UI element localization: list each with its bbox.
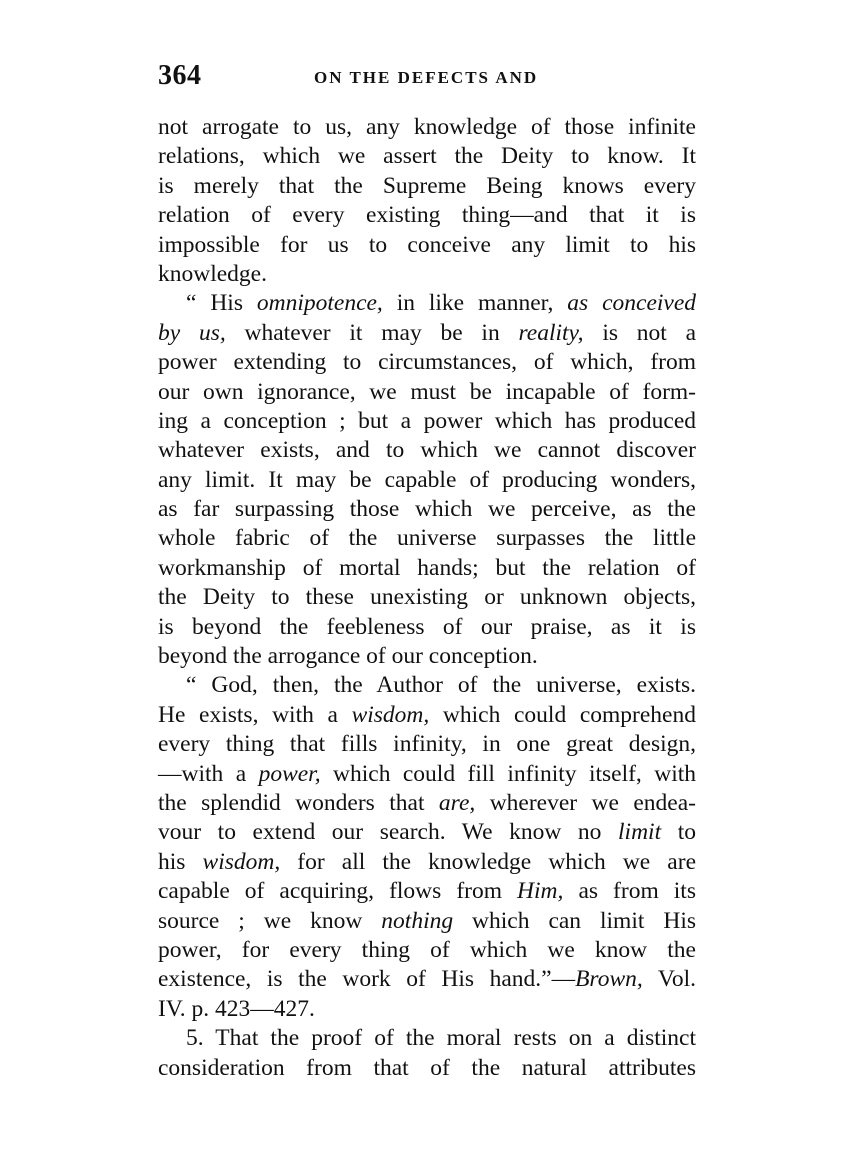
text-segment: our own ignorance, we must be incapable of form- — [158, 378, 696, 405]
italic-text: by us, — [158, 319, 226, 346]
text-line — [158, 642, 696, 671]
italic-text: are, — [438, 789, 476, 816]
text-segment: any limit. It may be capable of producing wonders, — [158, 466, 696, 493]
text-segment: to — [661, 819, 697, 846]
text-line — [158, 172, 696, 201]
text-segment: vour to extend our search. We know no — [158, 819, 619, 846]
text-line — [158, 877, 696, 906]
text-segment: workmanship of mortal hands; but the relation of — [158, 554, 696, 581]
text-line — [158, 260, 696, 289]
italic-text: Brown, — [575, 966, 643, 993]
text-segment: impossible for us to conceive any limit to his — [158, 231, 696, 258]
text-line — [158, 671, 696, 700]
text-segment: capable of acquiring, flows from — [158, 878, 518, 905]
text-line — [158, 436, 696, 465]
text-segment: “ God, then, the Author of the universe, exists. — [186, 672, 696, 699]
text-line — [158, 466, 696, 495]
text-segment: knowledge. — [158, 260, 267, 287]
text-segment: existence, is the work of His hand.”— — [158, 966, 576, 993]
text-line — [158, 701, 696, 730]
text-segment: power, for every thing of which we know the — [158, 936, 696, 963]
italic-text: nothing — [381, 907, 454, 934]
italic-text: limit — [618, 819, 662, 846]
text-segment: 5. That the proof of the moral rests on a distinct — [186, 1025, 696, 1052]
text-segment: source ; we know — [158, 907, 382, 934]
text-segment: is merely that the Supreme Being knows every — [158, 172, 696, 199]
text-line — [158, 201, 696, 230]
text-line — [158, 730, 696, 759]
text-segment: the splendid wonders that — [158, 789, 439, 816]
text-segment: “ His — [186, 290, 257, 317]
text-line — [158, 378, 696, 407]
text-segment: the Deity to these unexisting or unknown objects, — [158, 584, 696, 611]
text-segment: power extending to circumstances, of which, from — [158, 349, 696, 376]
text-segment: as far surpassing those which we perceive, as the — [158, 496, 696, 523]
text-line — [158, 848, 696, 877]
text-segment: beyond the arrogance of our conception. — [158, 643, 538, 670]
text-segment: IV. p. 423—427. — [158, 995, 315, 1022]
text-segment: Vol. — [642, 966, 697, 993]
text-line — [158, 142, 696, 171]
text-line — [158, 907, 696, 936]
italic-text: wisdom, — [202, 848, 281, 875]
text-line — [158, 965, 696, 994]
italic-text: reality, — [518, 319, 584, 346]
text-line — [158, 407, 696, 436]
text-line — [158, 348, 696, 377]
text-line — [158, 495, 696, 524]
text-segment: ing a conception ; but a power which has produced — [158, 407, 696, 434]
text-segment: is not a — [583, 319, 697, 346]
text-line — [158, 1054, 696, 1083]
text-segment: whole fabric of the universe surpasses the little — [158, 525, 696, 552]
text-segment: every thing that fills infinity, in one great design, — [158, 731, 696, 758]
text-line — [158, 289, 696, 318]
text-segment: relations, which we assert the Deity to know. It — [158, 143, 696, 170]
text-line — [158, 319, 696, 348]
italic-text: as conceived — [567, 290, 697, 317]
text-segment: for all the knowledge which we are — [280, 848, 696, 875]
text-line — [158, 554, 696, 583]
text-segment: which could comprehend — [429, 701, 696, 728]
text-line — [158, 524, 696, 553]
text-line — [158, 789, 696, 818]
text-line — [158, 995, 696, 1024]
text-segment: is beyond the feebleness of our praise, as it is — [158, 613, 696, 640]
text-segment: wherever we endea- — [475, 789, 696, 816]
text-segment: his — [158, 848, 203, 875]
text-line — [158, 583, 696, 612]
text-segment: which can limit His — [453, 907, 696, 934]
text-line — [158, 231, 696, 260]
text-segment: in like manner, — [382, 290, 568, 317]
text-segment: consideration from that of the natural attributes — [158, 1054, 696, 1081]
text-segment: —with a — [158, 760, 259, 787]
text-line — [158, 818, 696, 847]
text-segment: whatever exists, and to which we cannot discover — [158, 437, 696, 464]
italic-text: wisdom, — [351, 701, 430, 728]
italic-text: power, — [258, 760, 321, 787]
text-line — [158, 613, 696, 642]
text-segment: He exists, with a — [158, 701, 352, 728]
text-line — [158, 113, 696, 142]
text-segment: whatever it may be in — [225, 319, 519, 346]
page-number: 364 — [158, 60, 202, 91]
text-line — [158, 936, 696, 965]
italic-text: omnipotence, — [256, 290, 383, 317]
text-segment: which could fill infinity itself, with — [320, 760, 697, 787]
text-segment: relation of every existing thing—and that it is — [158, 202, 696, 229]
running-head: ON THE DEFECTS AND — [314, 68, 539, 87]
body-text — [158, 113, 696, 1083]
text-line — [158, 760, 696, 789]
page-header — [158, 60, 698, 94]
text-segment: not arrogate to us, any knowledge of those infinite — [158, 114, 696, 140]
italic-text: Him, — [517, 878, 564, 905]
text-line — [158, 1024, 696, 1053]
text-segment: as from its — [563, 878, 696, 905]
